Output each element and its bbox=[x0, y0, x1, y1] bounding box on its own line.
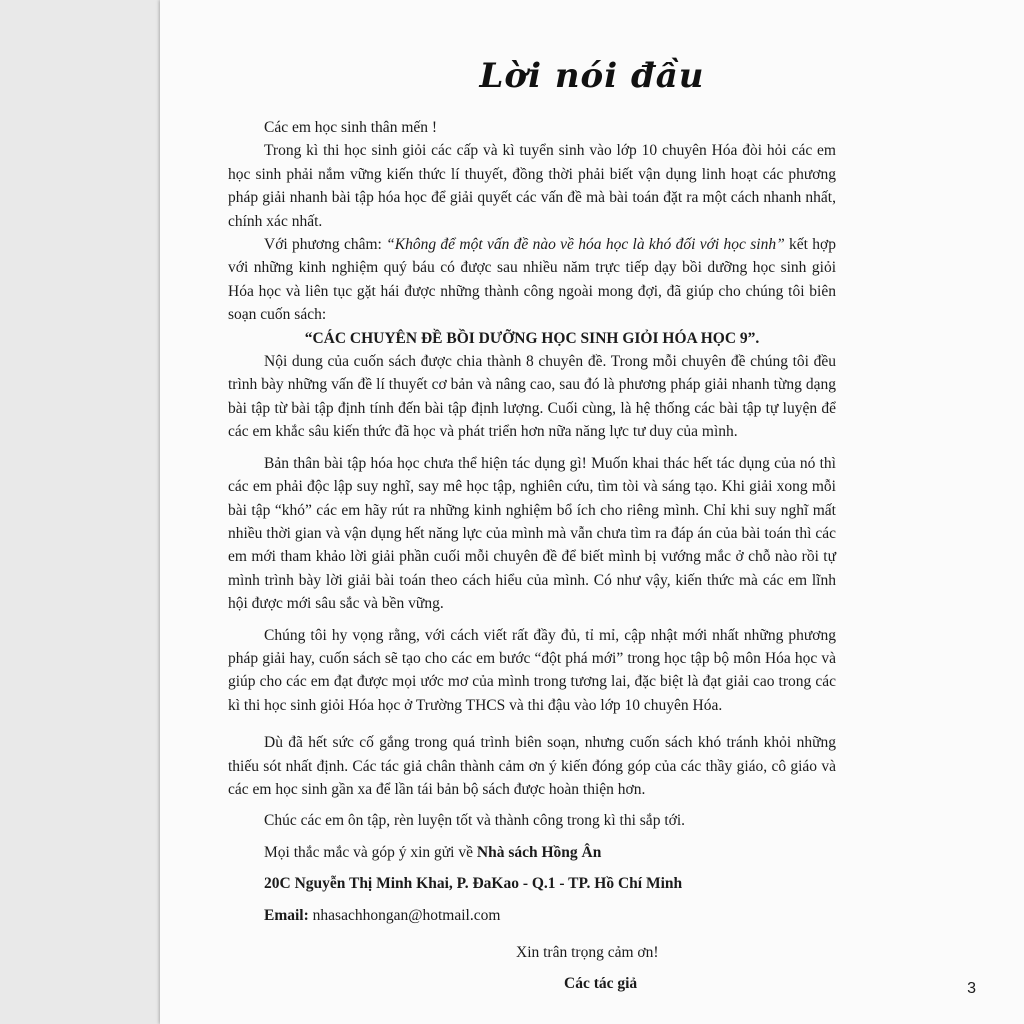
paragraph-5: Chúng tôi hy vọng rằng, với cách viết rất đầy đủ, tỉ mỉ, cập nhật mới nhất những phương pháp giải hay, cuốn sách sẽ tạo cho các em bước “đột phá mới” trong học tập bộ môn Hóa học và giúp cho các em đạt được mọi ước mơ của mình trong tương lai, đặc biệt là đạt giải cao trong các kì thi học sinh giỏi Hóa học ở Trường THCS và thi đậu vào lớp 10 chuyên Hóa. bbox=[228, 626, 836, 714]
paragraph-1: Trong kì thi học sinh giỏi các cấp và kì tuyển sinh vào lớp 10 chuyên Hóa đòi hỏi các em học sinh phải nắm vững kiến thức lí thuyết, đồng thời phải biết vận dụng linh hoạt các phương pháp giải nhanh bài tập hóa học để giải quyết các vấn đề mà bài toán đặt ra một cách nhanh nhất, chính xác nhất. bbox=[228, 142, 836, 230]
email-line bbox=[228, 904, 836, 927]
greeting: Các em học sinh thân mến ! bbox=[264, 119, 438, 136]
thanks-line: Xin trân trọng cảm ơn! bbox=[516, 944, 659, 961]
paragraph-4: Bản thân bài tập hóa học chưa thể hiện tác dụng gì! Muốn khai thác hết tác dụng của nó thì các em phải độc lập suy nghĩ, say mê học tập, nghiên cứu, tìm tòi và sáng tạo. Khi giải xong mỗi bài tập “khó” các em hãy rút ra những kinh nghiệm bổ ích cho riêng mình. Chỉ khi suy nghĩ mất nhiều thời gian và vận dụng hết năng lực của mình mà vẫn chưa tìm ra đáp án của bài toán thì các em mới tham khảo lời giải phần cuối mỗi chuyên đề để biết mình bị vướng mắc ở chỗ nào rồi tự mình trình bày lời giải bài toán theo cách hiểu của mình. Có như vậy, kiến thức mà các em lĩnh hội được mới sâu sắc và bền vững. bbox=[228, 454, 836, 613]
email-value: nhasachhongan@hotmail.com bbox=[308, 906, 501, 924]
paragraph-2-prefix: Với phương châm: bbox=[264, 236, 387, 254]
motto: “Không để một vấn đề nào về hóa học là khó đối với học sinh” bbox=[386, 236, 785, 254]
preface-body bbox=[228, 116, 836, 996]
paragraph-2 bbox=[228, 233, 836, 327]
book-title: “CÁC CHUYÊN ĐỀ BỒI DƯỠNG HỌC SINH GIỎI HÓA HỌC 9”. bbox=[304, 329, 760, 347]
contact-prefix: Mọi thắc mắc và góp ý xin gửi về bbox=[264, 843, 477, 861]
paragraph-2-rest: kết hợp với những kinh nghiệm quý báu có được sau nhiều năm trực tiếp dạy bồi dưỡng học sinh giỏi Hóa học và liên tục gặt hái được những thành công ngoài mong đợi, đã giúp cho chúng tôi biên soạn cuốn sách: bbox=[228, 236, 836, 324]
page-title: Lời nói đầu bbox=[479, 56, 705, 96]
paragraph-3: Nội dung của cuốn sách được chia thành 8 chuyên đề. Trong mỗi chuyên đề chúng tôi đều trình bày những vấn đề lí thuyết cơ bản và nâng cao, sau đó là phương pháp giải nhanh từng dạng bài tập từ bài tập định tính đến bài tập định lượng. Cuối cùng, là hệ thống các bài tập tự luyện để các em khắc sâu kiến thức đã học và phát triển hơn nữa năng lực tư duy của mình. bbox=[228, 353, 836, 441]
email-label: Email: bbox=[264, 906, 309, 924]
paragraph-6: Dù đã hết sức cố gắng trong quá trình biên soạn, nhưng cuốn sách khó tránh khỏi những thiếu sót nhất định. Các tác giả chân thành cảm ơn ý kiến đóng góp của các thầy giáo, cô giáo và các em học sinh gần xa để lần tái bản bộ sách được hoàn thiện hơn. bbox=[228, 734, 836, 798]
book-page bbox=[160, 0, 1024, 1024]
address-line: 20C Nguyễn Thị Minh Khai, P. ĐaKao - Q.1 - TP. Hồ Chí Minh bbox=[264, 875, 683, 893]
contact-line bbox=[228, 841, 836, 864]
authors-line: Các tác giả bbox=[564, 975, 638, 993]
contact-name: Nhà sách Hồng Ân bbox=[476, 843, 602, 861]
paragraph-7: Chúc các em ôn tập, rèn luyện tốt và thành công trong kì thi sắp tới. bbox=[264, 812, 685, 830]
page-number: 3 bbox=[967, 980, 976, 997]
